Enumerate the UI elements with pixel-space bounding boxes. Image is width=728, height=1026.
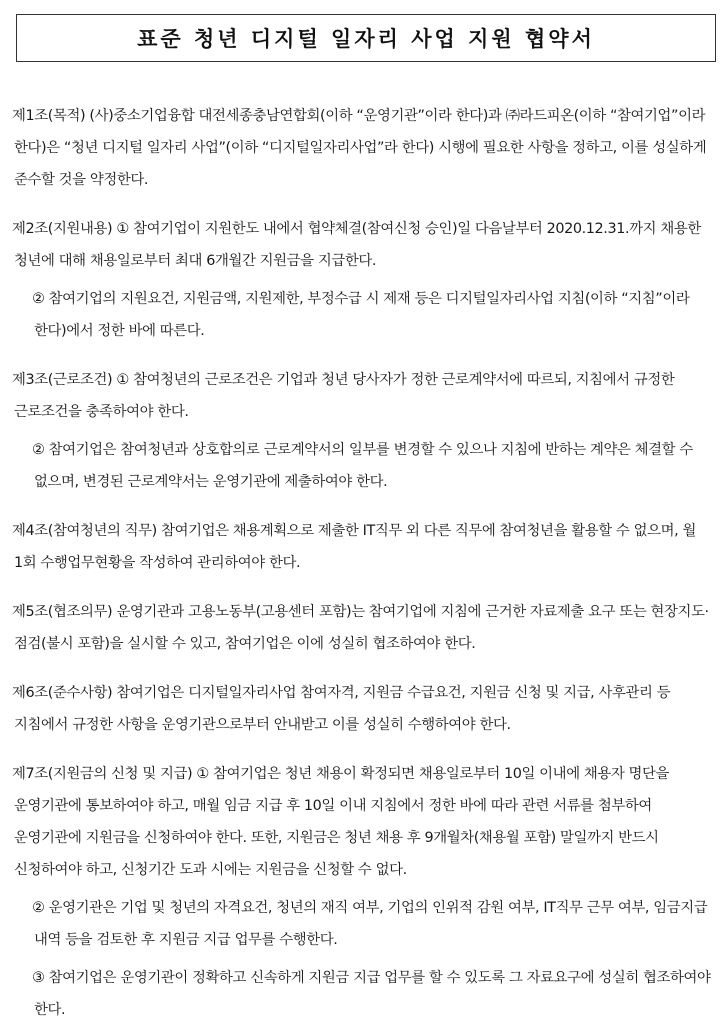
title-box [16,14,716,62]
article-text: (사)중소기업융합 대전세종충남연합회(이하 “운영기관”이라 한다)과 ㈜라드피온(이하 “참여기업”이라 한다)은 “청년 디지털 일자리 사업”(이하 “디지털일자리사업”라 한다) 시행에 필요한 사항을 정하고, 이를 성실하게 준수할 것을 약정한다. [14,108,707,188]
article-text: ① 참여기업은 청년 채용이 확정되면 채용일로부터 10일 이내에 채용자 명단을 운영기관에 통보하여야 하고, 매월 임금 지급 후 10일 이내 지침에서 정한 바에 따라 관련 서류를 첨부하여 운영기관에 지원금을 신청하여야 한다. 또한, 지원금은 청년 채용 후 9개월차(채용월 포함) 말일까지 반드시 신청하여야 하고, 신청기간 도과 시에는 지원금을 신청할 수 없다. [14,766,670,878]
article-paragraph [14,364,718,428]
article-text: 참여기업은 디지털일자리사업 참여자격, 지원금 수급요건, 지원금 신청 및 지급, 사후관리 등 지침에서 규정한 사항을 운영기관으로부터 안내받고 이를 성실히 수행하여야 한다. [14,685,671,733]
article-text: 참여기업은 채용계획으로 제출한 IT직무 외 다른 직무에 참여청년을 활용할 수 없으며, 월 1회 수행업무현황을 작성하여 관리하여야 한다. [14,523,696,571]
article-paragraph [14,758,718,886]
document-title: 표준 청년 디지털 일자리 사업 지원 협약서 [137,27,595,51]
article-subparagraph: ② 참여기업의 지원요건, 지원금액, 지원제한, 부정수급 시 제재 등은 디지털일자리사업 지침(이하 “지침”이라 한다)에서 정한 바에 따른다. [32,291,690,339]
article-heading: 제6조(준수사항) [12,685,113,701]
article-heading: 제7조(지원금의 신청 및 지급) [12,766,193,782]
article-list [14,100,718,1026]
article-paragraph [14,213,718,277]
article-5 [14,596,718,660]
article-paragraph [14,677,718,741]
article-subparagraph: ② 운영기관은 기업 및 청년의 자격요건, 청년의 재직 여부, 기업의 인위적 감원 여부, IT직무 근무 여부, 임금지급 내역 등을 검토한 후 지원금 지급 업무를 수행한다. [32,900,708,948]
article-heading: 제4조(참여청년의 직무) [12,523,157,539]
article-3 [14,364,718,498]
article-2 [14,213,718,347]
article-heading: 제2조(지원내용) [12,221,113,237]
article-heading: 제5조(협조의무) [12,604,113,620]
article-heading: 제3조(근로조건) [12,372,113,388]
article-paragraph [14,100,718,196]
article-subparagraph: ② 참여기업은 참여청년과 상호합의로 근로계약서의 일부를 변경할 수 있으나 지침에 반하는 계약은 체결할 수 없으며, 변경된 근로계약서는 운영기관에 제출하여야 한다. [32,442,693,490]
article-heading: 제1조(목적) [12,108,86,124]
article-text: 운영기관과 고용노동부(고용센터 포함)는 참여기업에 지침에 근거한 자료제출 요구 또는 현장지도·점검(불시 포함)을 실시할 수 있고, 참여기업은 이에 성실히 협조하여야 한다. [14,604,709,652]
article-4 [14,515,718,579]
article-1 [14,100,718,196]
article-paragraph [14,596,718,660]
article-text: ① 참여청년의 근로조건은 기업과 청년 당사자가 정한 근로계약서에 따르되, 지침에서 규정한 근로조건을 충족하여야 한다. [14,372,675,420]
article-paragraph [14,515,718,579]
article-text: ① 참여기업이 지원한도 내에서 협약체결(참여신청 승인)일 다음날부터 2020.12.31.까지 채용한 청년에 대해 채용일로부터 최대 6개월간 지원금을 지급한다. [14,221,701,269]
article-6 [14,677,718,741]
article-subparagraph: ③ 참여기업은 운영기관이 정확하고 신속하게 지원금 지급 업무를 할 수 있도록 그 자료요구에 성실히 협조하여야 한다. [32,970,711,1018]
article-7 [14,758,718,1026]
